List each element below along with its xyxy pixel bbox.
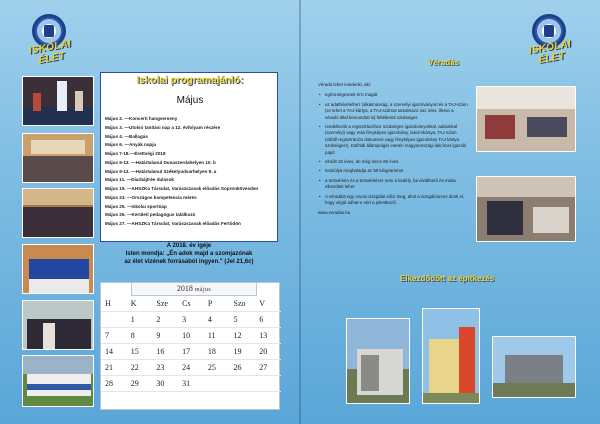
requirement-list	[318, 92, 468, 206]
verse-heading: A 2018. év igéje	[166, 243, 212, 249]
list-item: Május 9-13. —Határtalanul Székelyudvarhelyen 9. a	[105, 168, 217, 174]
calendar-day: 17	[178, 343, 204, 359]
photo-team	[22, 244, 94, 294]
list-item: Május 27. —AHSZKa Társulat, Varászszavak előadás Fertődön	[105, 221, 241, 226]
calendar-day: 14	[101, 343, 127, 359]
program-list	[105, 115, 277, 229]
calendar-day: 29	[127, 375, 153, 391]
photo-container-site	[346, 318, 410, 404]
list-item: Május 26. —Kerületi pedagógus találkozó	[105, 212, 196, 218]
calendar-day: 1	[127, 311, 153, 327]
calendar-week	[101, 343, 281, 359]
intro-text: Véradó lehet mindenki, aki:	[318, 82, 371, 87]
calendar-day: 24	[178, 359, 204, 375]
photo-hall	[22, 133, 94, 183]
list-item: Május 9-13. —Határtalanul Dunaszerdahelyen 10. b	[105, 159, 216, 165]
construction-title: Elkezdődött az építkezés	[400, 274, 495, 283]
website-link[interactable]: www.veradas.hu	[318, 209, 351, 215]
photo-crane-lift	[492, 336, 576, 398]
calendar-day: 3	[178, 311, 204, 327]
calendar-header	[131, 283, 257, 296]
list-item: Május 2. —Koncerti hangverseny	[105, 116, 178, 121]
photo-donors	[476, 176, 576, 242]
school-logo-left	[20, 14, 80, 67]
list-item: Május 23. —Országos kompetencia mérés	[105, 194, 197, 200]
calendar-day: 27	[255, 359, 281, 375]
weekday-label: P	[204, 297, 230, 311]
school-logo-right	[520, 14, 580, 67]
calendar-day: 25	[204, 359, 230, 375]
weekday-label: K	[127, 297, 153, 311]
calendar-day: 18	[204, 343, 230, 359]
photo-audience	[22, 188, 94, 238]
calendar-day	[204, 375, 230, 391]
weekday-label: V	[255, 297, 281, 311]
calendar-year: 2018	[176, 284, 193, 293]
weekday-label: Szo	[230, 297, 256, 311]
calendar-day: 5	[230, 311, 256, 327]
calendar-day: 2	[152, 311, 178, 327]
calendar-day: 15	[127, 343, 153, 359]
calendar-day: 8	[127, 327, 153, 343]
list-item: Május 7-18.—Érettségi 2018	[105, 151, 166, 156]
list-item: • az adatfelvételhez (alkalmasság, a személyi igazolványod és a TAJ-szám (ez lehet a TAJ-kártya, a TAJ-számot tartalmazó irat, lelet, illetve a véradó által bemondott is) feltétlenül szükséges	[318, 102, 468, 121]
list-item: Május 6. —Anyák napja	[105, 142, 157, 148]
weekday-label: H	[101, 297, 127, 311]
list-item: Május 25. —Iskolai sportnap	[105, 203, 167, 209]
photo-donation-room	[476, 86, 576, 152]
calendar-day: 9	[152, 327, 178, 343]
list-item: • testsúlya meghaladja az 50 kilogrammot	[318, 168, 468, 174]
photo-concert	[22, 76, 94, 126]
calendar-day: 4	[204, 311, 230, 327]
calendar-day: 23	[152, 359, 178, 375]
calendar-day: 13	[255, 327, 281, 343]
photo-sports	[22, 355, 94, 407]
calendar-day: 20	[255, 343, 281, 359]
photo-building	[422, 308, 480, 404]
calendar-day: 31	[178, 375, 204, 391]
calendar-day	[230, 375, 256, 391]
verse-line: Isten mondja: „Én adok majd a szomjazónak	[125, 251, 253, 257]
list-item: Május 4. —Ballagás	[105, 133, 148, 139]
calendar-day	[101, 311, 127, 327]
blood-donation-title: Véradás	[428, 58, 460, 67]
logo-text: ISKOLAI ÉLET	[528, 38, 573, 67]
list-item: • rendelkezik a regisztrációhoz szükséges igazolványokkal, adatokkal (személyi) vagy más fényképes igazolvány, lakcímkártya, TAJ szám (ebből regisztrációs dokument vagy fényképes igazolvány TAJ kártya szükséges!). Külföldi állampolgár esetén magyarországi lakcímet igazoló papír	[318, 124, 468, 156]
calendar-day: 22	[127, 359, 153, 375]
calendar-day: 19	[230, 343, 256, 359]
photo-group	[22, 300, 94, 350]
calendar-day: 26	[230, 359, 256, 375]
list-item: • elmúlt 18 éves, de még nincs 65 éves	[318, 159, 468, 165]
weekday-label: Sze	[152, 297, 178, 311]
calendar-week	[101, 359, 281, 375]
calendar-day: 21	[101, 359, 127, 375]
calendar-week	[101, 375, 281, 391]
calendar-day: 10	[178, 327, 204, 343]
calendar-day: 11	[204, 327, 230, 343]
blood-donation-info	[318, 82, 468, 216]
calendar-day: 16	[152, 343, 178, 359]
calendar-month: május	[194, 287, 212, 293]
list-item: • egészségesnek érzi magát	[318, 92, 468, 98]
calendar-week	[101, 311, 281, 327]
year-verse	[100, 242, 278, 266]
list-item: Május 11. —Diarbájtrée dulások	[105, 177, 174, 183]
calendar-grid	[101, 297, 281, 392]
calendar	[100, 282, 280, 410]
calendar-day	[255, 375, 281, 391]
calendar-day: 12	[230, 327, 256, 343]
calendar-day: 7	[101, 327, 127, 343]
logo-text: ISKOLAI ÉLET	[28, 38, 73, 67]
list-item: • a testvérkén és a testvérkézer nem a kedély, ha elválthető és mióta elkezdtek lehet	[318, 178, 468, 191]
list-item: • A véradást egy orvosi vizsgálat előzi meg, ahol a vizsgálóorvos dönti el, hogy végül adhat-e vért a jelentkező.	[318, 194, 468, 207]
program-month: Május	[176, 95, 204, 106]
calendar-day: 6	[255, 311, 281, 327]
calendar-day: 28	[101, 375, 127, 391]
list-item: Május 19. —AHSZKa Társulat, Varászszavak előadás Sopronkövesden	[105, 186, 259, 191]
calendar-week	[101, 327, 281, 343]
verse-line: az élet vizének forrásából ingyen." (Jel 21,6c)	[124, 259, 254, 265]
program-title: Iskolai programajánló:	[136, 75, 244, 86]
program-box	[100, 72, 278, 242]
list-item: Május 3. —Utolsó tanítási nap a 12. évfolyam részére	[105, 124, 221, 130]
weekday-label: Cs	[178, 297, 204, 311]
calendar-day: 30	[152, 375, 178, 391]
